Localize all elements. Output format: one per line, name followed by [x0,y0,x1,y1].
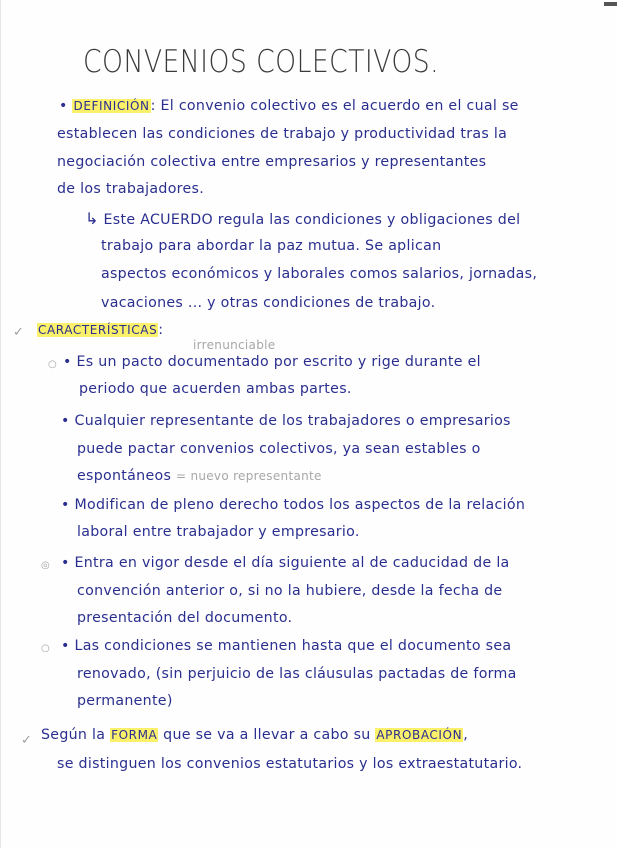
characteristic-2-line-3: espontáneos = nuevo representante [77,468,322,484]
bullet: • [59,98,68,114]
definition-heading-line [59,98,519,114]
pencil-annotation-irrenunciable: irrenunciable [193,338,276,352]
characteristic-5-line-3: permanente) [77,693,173,709]
page-title: CONVENIOS COLECTIVOS. [83,44,440,80]
definition-sub-line-3: aspectos económicos y laborales comos salarios, jornadas, [101,266,538,282]
classification-line-1: Según la FORMA que se va a llevar a cabo su APROBACIÓN, [41,727,468,743]
characteristic-2-line-2: puede pactar convenios colectivos, ya sean estables o [77,441,481,457]
aprobacion-highlight: APROBACIÓN [376,728,463,742]
definition-sub-line-2: trabajo para abordar la paz mutua. Se aplican [101,238,442,254]
definition-text-line-3: negociación colectiva entre empresarios y representantes [57,154,487,170]
pencil-circle-icon: ○ [48,359,57,370]
pencil-circle-icon: ◎ [41,560,50,571]
characteristic-4-line-1: • Entra en vigor desde el día siguiente al de caducidad de la [61,555,510,571]
definition-label-highlight: DEFINICIÓN [73,99,150,113]
pencil-circle-icon: ○ [41,643,50,654]
characteristic-3-line-1: • Modifican de pleno derecho todos los aspectos de la relación [61,497,526,513]
characteristic-2-line-1: • Cualquier representante de los trabajadores o empresarios [61,413,511,429]
pencil-check-icon: ✓ [13,325,24,340]
colon: : [150,98,156,114]
forma-highlight: FORMA [111,728,158,742]
pencil-note-nuevo-representante: = nuevo representante [175,469,322,483]
characteristics-label-highlight: CARACTERÍSTICAS [38,323,158,337]
characteristic-5-line-1: • Las condiciones se mantienen hasta que el documento sea [61,638,512,654]
definition-sub-line-4: vacaciones ... y otras condiciones de trabajo. [101,295,436,311]
characteristic-1-line-1: • Es un pacto documentado por escrito y rige durante el [63,354,481,370]
definition-text-line-2: establecen las condiciones de trabajo y productividad tras la [57,126,508,142]
definition-sub-line-1: ↳ Este ACUERDO regula las condiciones y obligaciones del [85,209,521,228]
characteristic-4-line-3: presentación del documento. [77,610,293,626]
characteristic-1-line-2: periodo que acuerden ambas partes. [79,381,352,397]
scan-corner-mark [604,2,617,6]
pencil-check-icon: ✓ [21,733,32,748]
classification-line-2: se distinguen los convenios estatutarios y los extraestatutario. [57,756,523,772]
characteristic-3-line-2: laboral entre trabajador y empresario. [77,524,360,540]
characteristic-5-line-2: renovado, (sin perjuicio de las cláusulas pactadas de forma [77,666,517,682]
definition-text-line-4: de los trabajadores. [57,181,205,197]
arrow-return-icon: ↳ [85,209,99,228]
characteristic-4-line-2: convención anterior o, si no la hubiere, desde la fecha de [77,583,503,599]
definition-text-line-1: El convenio colectivo es el acuerdo en el cual se [160,98,519,114]
characteristics-heading: CARACTERÍSTICAS: [38,322,164,338]
